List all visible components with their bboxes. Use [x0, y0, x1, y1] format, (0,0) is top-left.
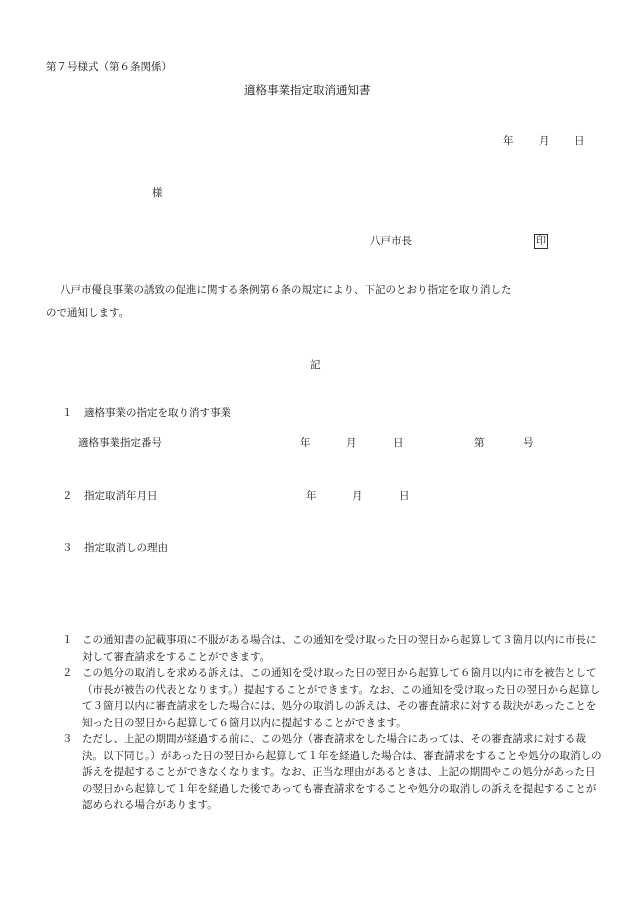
designation-number-label: 適格事業指定番号 [78, 437, 162, 449]
note-item [62, 731, 602, 814]
designation-dai: 第 [474, 437, 485, 449]
issuer-name: 八戸市長 [370, 235, 412, 247]
cancel-day: 日 [399, 490, 410, 502]
item-2-number: ２ [62, 490, 73, 502]
note-number: ２ [62, 667, 73, 679]
designation-day: 日 [393, 437, 404, 449]
note-text: この通知書の記載事項に不服がある場合は、この通知を受け取った日の翌日から起算して３箇月以内に市長に対して審査請求をすることができます。 [82, 634, 597, 663]
item-1-label: 適格事業の指定を取り消す事業 [84, 407, 231, 419]
form-label: 第７号様式（第６条関係） [46, 61, 172, 73]
body-line-1: 八戸市優良事業の誘致の促進に関する条例第６条の規定により、下記のとおり指定を取り消した [60, 284, 512, 296]
body-line-2: ので通知します。 [46, 307, 130, 319]
designation-month: 月 [346, 437, 357, 449]
note-text: この処分の取消しを求める訴えは、この通知を受け取った日の翌日から起算して６箇月以内に市を被告として（市長が被告の代表となります。）提起することができます。なお、この通知を受け取った日の翌日から起算して３箇月以内に審査請求をした場合には、処分の取消しの訴えは、その審査請求に対する裁決があったことを知った日の翌日から起算して６箇月以内に提起することができます。 [82, 667, 601, 729]
item-3-label: 指定取消しの理由 [84, 542, 168, 554]
note-number: ３ [62, 733, 73, 745]
date-day: 日 [574, 135, 585, 147]
document-title: 適格事業指定取消通知書 [244, 83, 371, 97]
note-number: １ [62, 634, 73, 646]
ki-heading: 記 [310, 359, 321, 371]
cancel-year: 年 [306, 490, 317, 502]
date-year: 年 [503, 135, 514, 147]
seal-mark: 印 [536, 236, 546, 247]
cancel-month: 月 [352, 490, 363, 502]
item-1-number: １ [62, 407, 73, 419]
item-2-label: 指定取消年月日 [84, 490, 158, 502]
addressee-suffix: 様 [152, 187, 163, 199]
notes-section [62, 632, 602, 814]
note-item [62, 665, 602, 731]
designation-year: 年 [300, 437, 311, 449]
designation-go: 号 [523, 437, 534, 449]
note-item [62, 632, 602, 665]
body-text [46, 279, 586, 325]
date-month: 月 [539, 135, 550, 147]
item-3-number: ３ [62, 542, 73, 554]
note-text: ただし、上記の期間が経過する前に、この処分（審査請求をした場合にあっては、その審査請求に対する裁決。以下同じ。）があった日の翌日から起算して１年を経過した場合は、審査請求をすることや処分の取消しの訴えを提起することができなくなります。なお、正当な理由があるときは、上記の期間やこの処分があった日の翌日から起算して１年を経過した後であっても審査請求をすることや処分の取消しの訴えを提起することが認められる場合があります。 [82, 733, 602, 811]
